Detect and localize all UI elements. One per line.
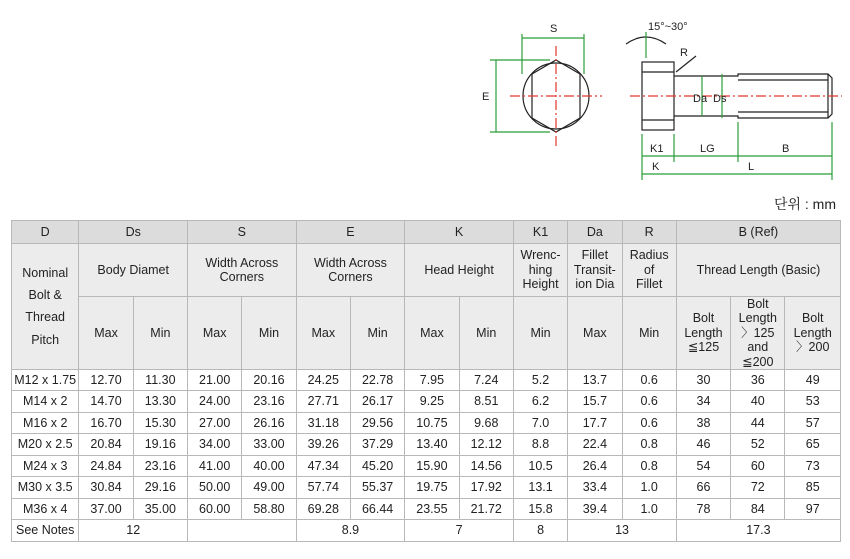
cell: 38 xyxy=(676,412,730,434)
table-row xyxy=(12,391,841,413)
hdr-min: Min xyxy=(513,297,567,370)
table-row xyxy=(12,498,841,520)
notes-label: See Notes xyxy=(12,520,79,542)
cell: 57.74 xyxy=(296,477,350,499)
cell: 16.70 xyxy=(79,412,133,434)
cell: 39.26 xyxy=(296,434,350,456)
cell: 36 xyxy=(731,369,785,391)
cell: 13.30 xyxy=(133,391,187,413)
bolt-technical-drawing xyxy=(470,10,850,190)
label-lg: LG xyxy=(700,143,715,155)
cell: 13.40 xyxy=(405,434,459,456)
cell: 29.16 xyxy=(133,477,187,499)
cell: M14 x 2 xyxy=(12,391,79,413)
hdr-bolt-length-200: Bolt Length 〉200 xyxy=(785,297,841,370)
hdr-wrenching-height: Wrenc- hing Height xyxy=(513,244,567,297)
cell: 8.8 xyxy=(513,434,567,456)
cell: 35.00 xyxy=(133,498,187,520)
cell: 12.70 xyxy=(79,369,133,391)
cell: 0.8 xyxy=(622,455,676,477)
bolt-spec-table xyxy=(11,220,841,542)
cell: M30 x 3.5 xyxy=(12,477,79,499)
cell: 45.20 xyxy=(350,455,404,477)
notes-da-r: 13 xyxy=(568,520,677,542)
label-da: Da xyxy=(693,93,708,105)
cell: 22.78 xyxy=(350,369,404,391)
hdr-k: K xyxy=(405,221,514,244)
cell: 46 xyxy=(676,434,730,456)
cell: 20.84 xyxy=(79,434,133,456)
cell: 26.16 xyxy=(242,412,296,434)
cell: 33.4 xyxy=(568,477,622,499)
cell: 15.8 xyxy=(513,498,567,520)
hdr-b: B (Ref) xyxy=(676,221,840,244)
cell: 10.75 xyxy=(405,412,459,434)
cell: 15.90 xyxy=(405,455,459,477)
cell: 84 xyxy=(731,498,785,520)
hdr-body-diameter: Body Diamet xyxy=(79,244,188,297)
hdr-s: S xyxy=(188,221,297,244)
hdr-max: Max xyxy=(188,297,242,370)
cell: 50.00 xyxy=(188,477,242,499)
cell: 54 xyxy=(676,455,730,477)
cell: 0.6 xyxy=(622,412,676,434)
hdr-k1: K1 xyxy=(513,221,567,244)
cell: 12.12 xyxy=(459,434,513,456)
cell: 85 xyxy=(785,477,841,499)
cell: 22.4 xyxy=(568,434,622,456)
cell: 97 xyxy=(785,498,841,520)
cell: 15.7 xyxy=(568,391,622,413)
cell: 58.80 xyxy=(242,498,296,520)
label-k1: K1 xyxy=(650,143,664,155)
cell: 0.6 xyxy=(622,391,676,413)
cell: 60.00 xyxy=(188,498,242,520)
cell: 7.24 xyxy=(459,369,513,391)
notes-row xyxy=(12,520,841,542)
cell: 6.2 xyxy=(513,391,567,413)
cell: 34.00 xyxy=(188,434,242,456)
cell: 24.00 xyxy=(188,391,242,413)
unit-label: 단위 : mm xyxy=(773,196,836,212)
cell: 24.84 xyxy=(79,455,133,477)
cell: 24.25 xyxy=(296,369,350,391)
cell: 26.17 xyxy=(350,391,404,413)
cell: 27.00 xyxy=(188,412,242,434)
cell: 7.0 xyxy=(513,412,567,434)
notes-ds: 12 xyxy=(79,520,188,542)
label-b: B xyxy=(782,143,790,155)
hdr-min: Min xyxy=(350,297,404,370)
cell: 1.0 xyxy=(622,477,676,499)
cell: 0.8 xyxy=(622,434,676,456)
table-row xyxy=(12,369,841,391)
notes-e: 8.9 xyxy=(296,520,405,542)
hdr-min: Min xyxy=(459,297,513,370)
cell: M12 x 1.75 xyxy=(12,369,79,391)
cell: 20.16 xyxy=(242,369,296,391)
cell: 23.55 xyxy=(405,498,459,520)
table-row xyxy=(12,434,841,456)
hdr-d: D xyxy=(12,221,79,244)
hdr-min: Min xyxy=(242,297,296,370)
notes-k: 7 xyxy=(405,520,514,542)
cell: 11.30 xyxy=(133,369,187,391)
table-row xyxy=(12,412,841,434)
cell: 49 xyxy=(785,369,841,391)
cell: 17.7 xyxy=(568,412,622,434)
hdr-nominal: Nominal Bolt & Thread Pitch xyxy=(12,244,79,370)
cell: 57 xyxy=(785,412,841,434)
cell: 17.92 xyxy=(459,477,513,499)
cell: 1.0 xyxy=(622,498,676,520)
cell: M16 x 2 xyxy=(12,412,79,434)
cell: 19.75 xyxy=(405,477,459,499)
table-row xyxy=(12,455,841,477)
hdr-ds: Ds xyxy=(79,221,188,244)
cell: 5.2 xyxy=(513,369,567,391)
cell: 66 xyxy=(676,477,730,499)
cell: 55.37 xyxy=(350,477,404,499)
cell: 78 xyxy=(676,498,730,520)
cell: 69.28 xyxy=(296,498,350,520)
cell: 27.71 xyxy=(296,391,350,413)
hdr-bolt-length-125-200: Bolt Length 〉125 and ≦200 xyxy=(731,297,785,370)
cell: 37.00 xyxy=(79,498,133,520)
cell: 66.44 xyxy=(350,498,404,520)
cell: 8.51 xyxy=(459,391,513,413)
hdr-head-height: Head Height xyxy=(405,244,514,297)
cell: 73 xyxy=(785,455,841,477)
cell: 21.00 xyxy=(188,369,242,391)
cell: 23.16 xyxy=(133,455,187,477)
cell: 44 xyxy=(731,412,785,434)
cell: 52 xyxy=(731,434,785,456)
cell: 60 xyxy=(731,455,785,477)
cell: 33.00 xyxy=(242,434,296,456)
hdr-width-across-corners-e: Width Across Corners xyxy=(296,244,405,297)
cell: M20 x 2.5 xyxy=(12,434,79,456)
cell: 53 xyxy=(785,391,841,413)
cell: 39.4 xyxy=(568,498,622,520)
label-e: E xyxy=(482,91,490,103)
hdr-radius-of-fillet: Radius of Fillet xyxy=(622,244,676,297)
hdr-bolt-length-125: Bolt Length ≦125 xyxy=(676,297,730,370)
cell: 37.29 xyxy=(350,434,404,456)
cell: 23.16 xyxy=(242,391,296,413)
hdr-min: Min xyxy=(622,297,676,370)
cell: 65 xyxy=(785,434,841,456)
hdr-max: Max xyxy=(296,297,350,370)
cell: 49.00 xyxy=(242,477,296,499)
cell: 19.16 xyxy=(133,434,187,456)
hdr-da: Da xyxy=(568,221,622,244)
label-r: R xyxy=(680,47,688,59)
notes-b: 17.3 xyxy=(676,520,840,542)
cell: 47.34 xyxy=(296,455,350,477)
hdr-fillet-transition-dia: Fillet Transit- ion Dia xyxy=(568,244,622,297)
cell: 15.30 xyxy=(133,412,187,434)
hdr-r: R xyxy=(622,221,676,244)
label-s: S xyxy=(550,23,558,35)
label-angle: 15°~30° xyxy=(648,21,688,33)
hdr-min: Min xyxy=(133,297,187,370)
cell: 0.6 xyxy=(622,369,676,391)
hdr-e: E xyxy=(296,221,405,244)
cell: 30.84 xyxy=(79,477,133,499)
label-l: L xyxy=(748,161,755,173)
cell: 14.70 xyxy=(79,391,133,413)
notes-k1: 8 xyxy=(513,520,567,542)
cell: 26.4 xyxy=(568,455,622,477)
cell: 34 xyxy=(676,391,730,413)
cell: 14.56 xyxy=(459,455,513,477)
cell: 9.68 xyxy=(459,412,513,434)
cell: 72 xyxy=(731,477,785,499)
cell: 41.00 xyxy=(188,455,242,477)
label-ds: Ds xyxy=(713,93,727,105)
hdr-width-across-corners-s: Width Across Corners xyxy=(188,244,297,297)
hdr-max: Max xyxy=(405,297,459,370)
cell: 31.18 xyxy=(296,412,350,434)
cell: 40.00 xyxy=(242,455,296,477)
hdr-thread-length: Thread Length (Basic) xyxy=(676,244,840,297)
cell: M24 x 3 xyxy=(12,455,79,477)
table-row xyxy=(12,477,841,499)
cell: 10.5 xyxy=(513,455,567,477)
notes-s xyxy=(188,520,297,542)
cell: 21.72 xyxy=(459,498,513,520)
cell: 40 xyxy=(731,391,785,413)
cell: 30 xyxy=(676,369,730,391)
cell: M36 x 4 xyxy=(12,498,79,520)
cell: 13.7 xyxy=(568,369,622,391)
cell: 7.95 xyxy=(405,369,459,391)
label-k: K xyxy=(652,161,660,173)
cell: 29.56 xyxy=(350,412,404,434)
hdr-max: Max xyxy=(568,297,622,370)
hdr-max: Max xyxy=(79,297,133,370)
cell: 9.25 xyxy=(405,391,459,413)
cell: 13.1 xyxy=(513,477,567,499)
